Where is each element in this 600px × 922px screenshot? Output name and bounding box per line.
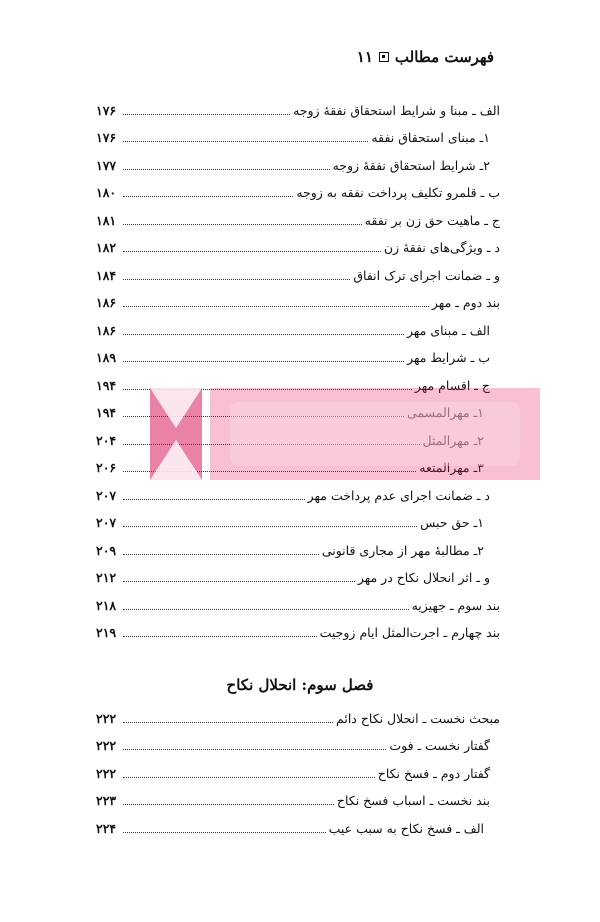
toc-entry-page: ۲۰۹ (96, 542, 117, 558)
dot-leader (123, 776, 375, 778)
toc-entry[interactable] (96, 255, 500, 283)
toc-entry-page: ۲۰۴ (96, 432, 117, 448)
chapter-heading: فصل سوم: انحلال نکاح (226, 676, 374, 694)
toc-entry-title: ۱ـ مبنای استحقاق نفقه (371, 130, 490, 145)
toc-entry[interactable] (96, 200, 500, 228)
toc-entry-title: گفتار دوم ـ فسخ نکاح (377, 765, 490, 781)
toc-entry-title: و ـ ضمانت اجرای ترک انفاق (353, 267, 500, 283)
toc-entry-page: ۲۱۹ (96, 625, 117, 640)
toc-entry-title: د ـ ضمانت اجرای عدم پرداخت مهر (307, 487, 490, 503)
toc-entry[interactable] (96, 393, 500, 421)
toc-entry-page: ۲۱۸ (96, 597, 117, 613)
toc-entry[interactable] (96, 808, 500, 836)
toc-entry-title: ۳ـ مهرالمتعه (419, 460, 484, 475)
dot-leader (123, 140, 368, 142)
toc-entry[interactable] (96, 613, 500, 641)
toc-entry[interactable] (96, 781, 500, 809)
dot-leader (123, 498, 305, 500)
dot-leader (123, 525, 417, 527)
dot-leader (123, 388, 412, 390)
toc-entry-title: بند دوم ـ مهر (431, 295, 500, 310)
dot-leader (123, 415, 404, 417)
toc-entry-title: ۲ـ مطالبهٔ مهر از مجاری قانونی (321, 542, 484, 558)
toc-entry-page: ۱۹۴ (96, 405, 117, 420)
toc-entry[interactable] (96, 530, 500, 558)
toc-entry-title: مبحث نخست ـ انحلال نکاح دائم (336, 710, 500, 726)
toc-entry-title: ۲ـ مهرالمثل (422, 432, 484, 448)
dot-leader (123, 831, 326, 833)
toc-entry-title: و ـ اثر انحلال نکاح در مهر (357, 570, 490, 585)
toc-entry-title: بند سوم ـ جهیزیه (411, 597, 500, 613)
page-header (357, 48, 494, 66)
toc-entry-page: ۲۰۷ (96, 515, 117, 530)
toc-entry-page: ۱۸۶ (96, 295, 117, 310)
toc-entry-page: ۲۲۲ (96, 710, 117, 726)
toc-entry-page: ۲۲۳ (96, 793, 117, 808)
toc-entry[interactable] (96, 448, 500, 476)
toc-entry-page: ۲۰۶ (96, 460, 117, 475)
chapter-toc-list (96, 698, 500, 836)
toc-entry[interactable] (96, 726, 500, 754)
toc-entry-page: ۲۰۷ (96, 487, 117, 503)
toc-entry-page: ۲۲۴ (96, 820, 117, 836)
toc-entry-title: ۱ـ مهرالمسمی (406, 405, 484, 420)
toc-entry[interactable] (96, 365, 500, 393)
dot-leader (123, 553, 319, 555)
toc-entry-title: د ـ ویژگی‌های نفقهٔ زن (383, 240, 500, 255)
toc-entry-title: گفتار نخست ـ فوت (389, 738, 490, 753)
toc-entry[interactable] (96, 503, 500, 531)
toc-list (96, 90, 500, 640)
dot-leader (123, 803, 334, 805)
header-page-number: ۱۱ (356, 48, 373, 66)
toc-entry-title: ۲ـ شرایط استحقاق نفقهٔ زوجه (332, 157, 490, 173)
toc-entry-title: الف ـ فسخ نکاح به سبب عیب (328, 820, 484, 836)
toc-entry[interactable] (96, 118, 500, 146)
toc-entry-page: ۱۸۱ (96, 212, 117, 228)
dot-leader (123, 250, 381, 252)
toc-entry-page: ۱۸۶ (96, 322, 117, 338)
dot-leader (123, 223, 362, 225)
dot-leader (123, 580, 355, 582)
toc-entry-page: ۱۷۷ (96, 157, 117, 173)
dot-leader (123, 333, 404, 335)
toc-entry-page: ۲۲۲ (96, 738, 117, 753)
toc-entry-page: ۲۱۲ (96, 570, 117, 585)
dot-leader (123, 470, 416, 472)
toc-entry-page: ۱۸۹ (96, 350, 117, 365)
dot-leader (123, 168, 330, 170)
toc-entry[interactable] (96, 228, 500, 256)
toc-entry-title: الف ـ مبنای مهر (407, 322, 490, 338)
dot-leader (123, 305, 429, 307)
dot-leader (123, 748, 386, 750)
toc-entry[interactable] (96, 338, 500, 366)
dot-leader (123, 360, 404, 362)
header-title: فهرست مطالب (394, 48, 494, 66)
dot-leader (123, 278, 350, 280)
toc-entry-title: ج ـ ماهیت حق زن بر نفقه (364, 212, 500, 228)
toc-entry[interactable] (96, 173, 500, 201)
toc-entry-page: ۱۷۶ (96, 102, 117, 118)
toc-entry-title: ج ـ اقسام مهر (414, 377, 490, 393)
toc-entry[interactable] (96, 475, 500, 503)
toc-entry-title: ب ـ شرایط مهر (407, 350, 490, 365)
toc-entry[interactable] (96, 90, 500, 118)
toc-entry[interactable] (96, 310, 500, 338)
dot-leader (123, 443, 420, 445)
toc-entry[interactable] (96, 585, 500, 613)
toc-entry[interactable] (96, 145, 500, 173)
toc-entry[interactable] (96, 558, 500, 586)
toc-entry-title: بند نخست ـ اسباب فسخ نکاح (336, 793, 490, 808)
toc-entry-page: ۱۷۶ (96, 130, 117, 145)
toc-entry[interactable] (96, 283, 500, 311)
toc-entry[interactable] (96, 698, 500, 726)
square-bullet-icon (379, 52, 389, 62)
dot-leader (123, 113, 290, 115)
toc-entry-page: ۱۸۰ (96, 185, 117, 200)
dot-leader (123, 195, 293, 197)
toc-entry-title: الف ـ مبنا و شرایط استحقاق نفقهٔ زوجه (293, 102, 500, 118)
toc-entry[interactable] (96, 753, 500, 781)
toc-entry-title: ب ـ قلمرو تکلیف پرداخت نفقه به زوجه (296, 185, 500, 200)
dot-leader (123, 635, 317, 637)
toc-entry-title: بند چهارم ـ اجرت‌المثل ایام زوجیت (319, 625, 500, 640)
toc-entry-page: ۲۲۲ (96, 765, 117, 781)
toc-entry-page: ۱۸۴ (96, 267, 117, 283)
toc-entry[interactable] (96, 420, 500, 448)
toc-entry-title: ۱ـ حق حبس (420, 515, 484, 530)
dot-leader (123, 721, 333, 723)
dot-leader (123, 608, 409, 610)
toc-entry-page: ۱۸۲ (96, 240, 117, 255)
toc-entry-page: ۱۹۴ (96, 377, 117, 393)
